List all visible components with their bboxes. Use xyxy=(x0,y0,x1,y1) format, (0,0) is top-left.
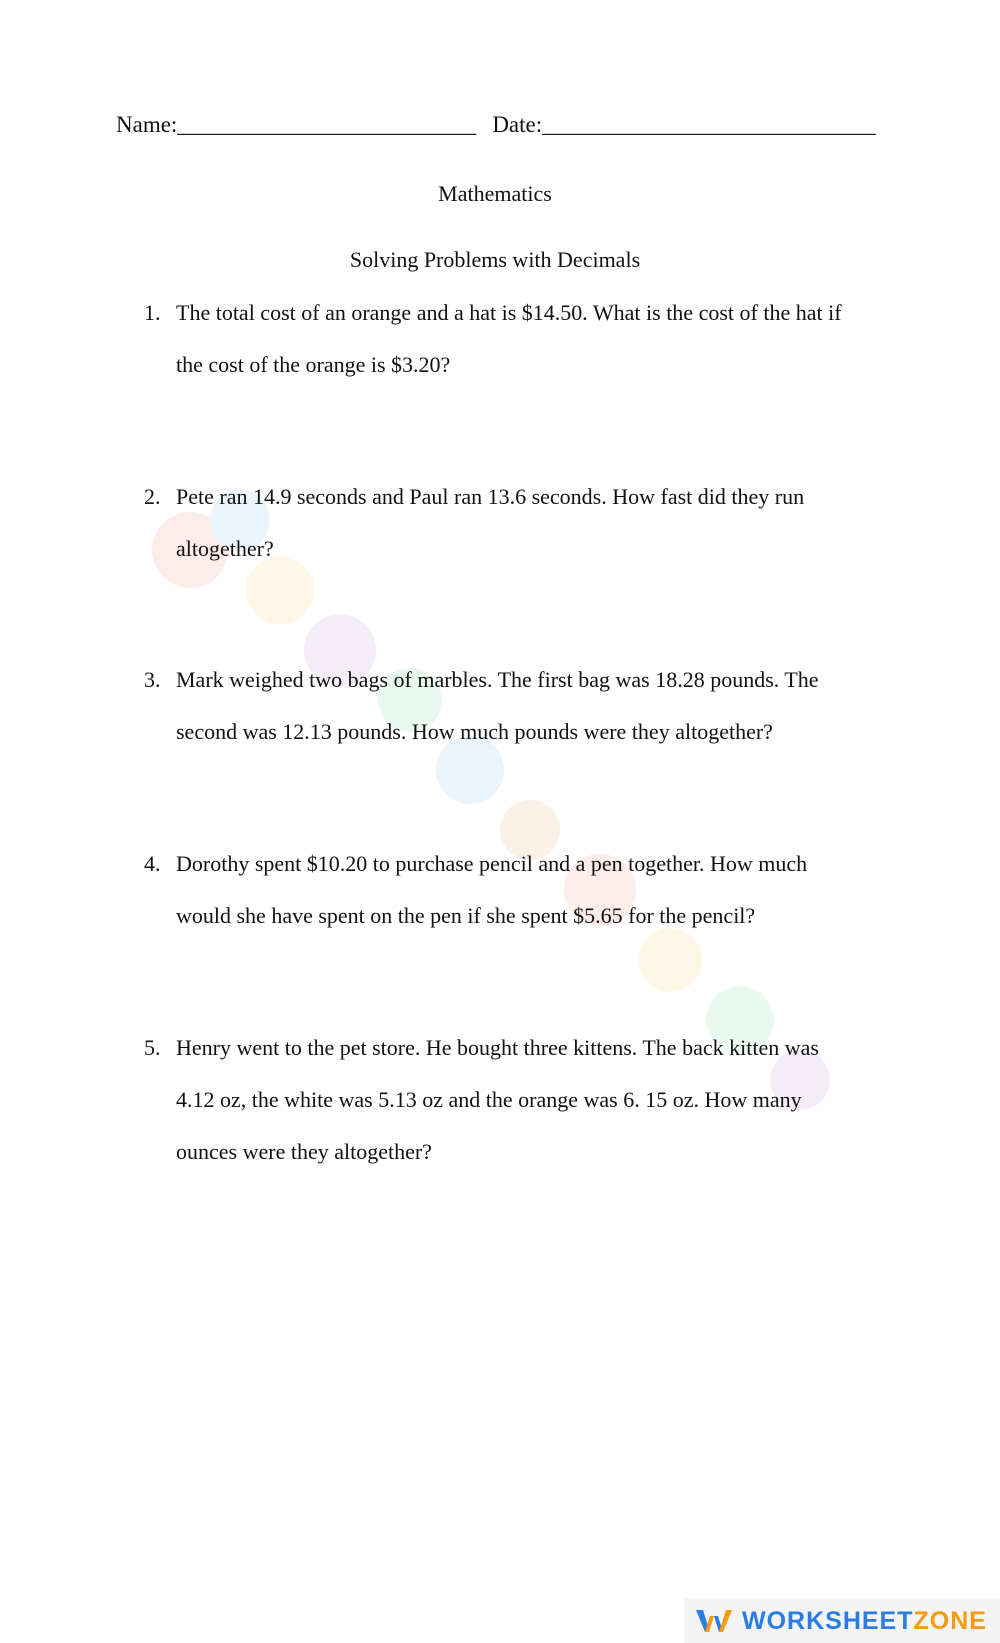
header-fields xyxy=(116,112,876,138)
question-number: 1. xyxy=(144,300,161,325)
question-text-line: The total cost of an orange and a hat is $14.50. What is the cost of the hat if xyxy=(176,300,842,325)
question-text-line: second was 12.13 pounds. How much pounds were they altogether? xyxy=(176,719,773,744)
question-text-line: would she have spent on the pen if she spent $5.65 for the pencil? xyxy=(176,903,756,928)
question-number: 5. xyxy=(144,1035,161,1060)
brand-logo[interactable] xyxy=(684,1599,1000,1643)
subject-title: Mathematics xyxy=(438,181,552,206)
question-number: 4. xyxy=(144,851,161,876)
question-text-line: the cost of the orange is $3.20? xyxy=(176,352,451,377)
worksheet-title: Solving Problems with Decimals xyxy=(349,247,641,272)
date-field[interactable]: Date:_____________________________ xyxy=(492,112,876,137)
brand-name xyxy=(742,1607,987,1636)
question-text-line: 4.12 oz, the white was 5.13 oz and the orange was 6. 15 oz. How many xyxy=(176,1087,802,1112)
question-text-line: Henry went to the pet store. He bought three kittens. The back kitten was xyxy=(176,1035,819,1060)
question-text-line: altogether? xyxy=(176,536,274,561)
question-text-line: ounces were they altogether? xyxy=(176,1139,432,1164)
question-number: 3. xyxy=(144,667,161,692)
brand-name-part1: WORKSHEET xyxy=(742,1606,914,1635)
brand-name-part2: ZONE xyxy=(913,1606,987,1635)
worksheetzone-logo-icon xyxy=(696,1608,732,1634)
question-number: 2. xyxy=(144,484,161,509)
question-text-line: Dorothy spent $10.20 to purchase pencil and a pen together. How much xyxy=(176,851,808,876)
question-text-line: Pete ran 14.9 seconds and Paul ran 13.6 seconds. How fast did they run xyxy=(176,484,805,509)
name-field[interactable]: Name:__________________________ xyxy=(116,112,477,137)
question-text-line: Mark weighed two bags of marbles. The first bag was 18.28 pounds. The xyxy=(176,667,819,692)
